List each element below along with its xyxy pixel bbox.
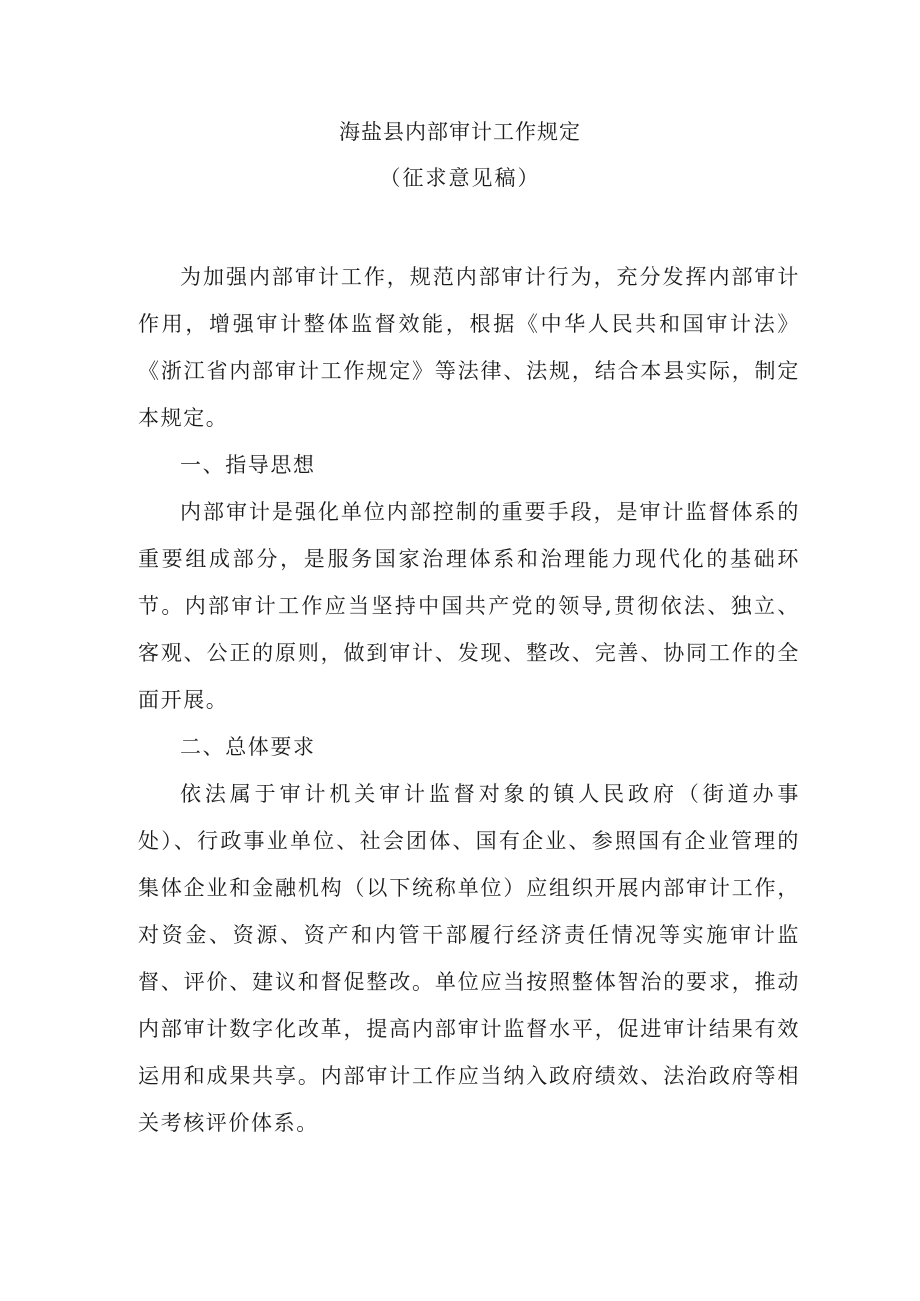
document-title: 海盐县内部审计工作规定 bbox=[339, 120, 581, 144]
paragraph-intro: 为加强内部审计工作，规范内部审计行为，充分发挥内部审计作用，增强审计整体监督效能，根据《中华人民共和国审计法》《浙江省内部审计工作规定》等法律、法规，结合本县实际，制定本规定。 bbox=[138, 265, 800, 430]
document-subtitle: （征求意见稿） bbox=[379, 166, 541, 190]
section-heading-guiding-thought: 一、指导思想 bbox=[180, 453, 316, 477]
section-heading-general-requirements: 二、总体要求 bbox=[180, 735, 316, 759]
document-body bbox=[138, 254, 800, 1147]
paragraph-guiding-thought: 内部审计是强化单位内部控制的重要手段，是审计监督体系的重要组成部分，是服务国家治理体系和治理能力现代化的基础环节。内部审计工作应当坚持中国共产党的领导,贯彻依法、独立、客观、公正的原则，做到审计、发现、整改、完善、协同工作的全面开展。 bbox=[138, 500, 800, 712]
paragraph-general-requirements: 依法属于审计机关审计监督对象的镇人民政府（街道办事处）、行政事业单位、社会团体、国有企业、参照国有企业管理的集体企业和金融机构（以下统称单位）应组织开展内部审计工作，对资金、资源、资产和内管干部履行经济责任情况等实施审计监督、评价、建议和督促整改。单位应当按照整体智治的要求，推动内部审计数字化改革，提高内部审计监督水平，促进审计结果有效运用和成果共享。内部审计工作应当纳入政府绩效、法治政府等相关考核评价体系。 bbox=[138, 782, 800, 1135]
